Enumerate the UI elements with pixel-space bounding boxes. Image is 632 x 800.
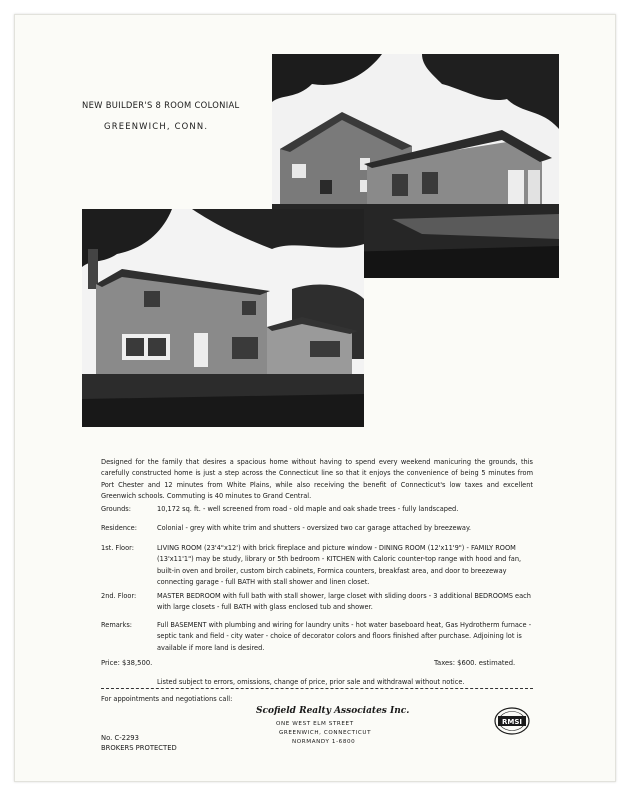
detail-text: Colonial - grey with white trim and shutters - oversized two car garage attached by breezeway. (157, 524, 471, 532)
listing-title: NEW BUILDER'S 8 ROOM COLONIAL (82, 100, 240, 110)
detail-label: Grounds: (101, 505, 131, 513)
listing-number: No. C-2293 (101, 734, 139, 742)
agency-city: GREENWICH, CONNECTICUT (279, 730, 372, 736)
agency-street: ONE WEST ELM STREET (276, 721, 354, 727)
detail-label: Remarks: (101, 621, 132, 629)
detail-label: Residence: (101, 524, 137, 532)
seal-text: RMSI (501, 718, 523, 726)
dashed-divider (101, 688, 533, 689)
disclaimer: Listed subject to errors, omissions, change of price, prior sale and withdrawal without notice. (157, 678, 465, 686)
intro-paragraph: Designed for the family that desires a spacious home without having to spend every weekend manicuring the grounds, this carefully constructed home is just a step across the Connecticut line so that it enjoys the convenience of being 5 minutes from Port Chester and 12 minutes from White Plains, while also receiving the benefit of Connecticut's low taxes and excellent Greenwich schools. Commuting is 40 minutes to Grand Central. (101, 458, 533, 500)
rear-view-photo (82, 209, 364, 427)
appointments-note: For appointments and negotiations call: (101, 695, 233, 703)
agency-phone: NORMANDY 1-6800 (292, 739, 356, 745)
detail-label: 1st. Floor: (101, 544, 134, 552)
detail-label: 2nd. Floor: (101, 592, 137, 600)
brokers-protected: BROKERS PROTECTED (101, 744, 177, 752)
listing-location: GREENWICH, CONN. (104, 121, 209, 131)
agency-name: Scofield Realty Associates Inc. (256, 706, 410, 716)
price: Price: $38,500. (101, 659, 153, 667)
taxes: Taxes: $600. estimated. (434, 659, 516, 667)
listing-info (101, 733, 177, 753)
detail-text: MASTER BEDROOM with full bath with stall shower, large closet with sliding doors - 3 additional BEDROOMS each with large closets - full BATH with glass enclosed tub and shower. (157, 592, 531, 612)
detail-text: 10,172 sq. ft. - well screened from road - old maple and oak shade trees - fully landscaped. (157, 505, 459, 513)
detail-text: LIVING ROOM (23'4"x12') with brick fireplace and picture window - DINING ROOM (12'x11'9") - FAMILY ROOM (13'x11'1") may be study, library or 5th bedroom - KITCHEN with Caloric counter-top range with hood and fan, built-in oven and broiler, custom birch cabinets, Formica counters, breakfast area, and door to breezeway connecting garage - full BATH with stall shower and linen closet. (157, 544, 522, 586)
detail-text: Full BASEMENT with plumbing and wiring for laundry units - hot water baseboard heat, Gas Hydrotherm furnace - septic tank and field - city water - choice of decorator colors and floors finished after purchase. Adjoining lot is available if more land is desired. (157, 621, 532, 652)
rmsi-seal-icon (493, 706, 531, 736)
